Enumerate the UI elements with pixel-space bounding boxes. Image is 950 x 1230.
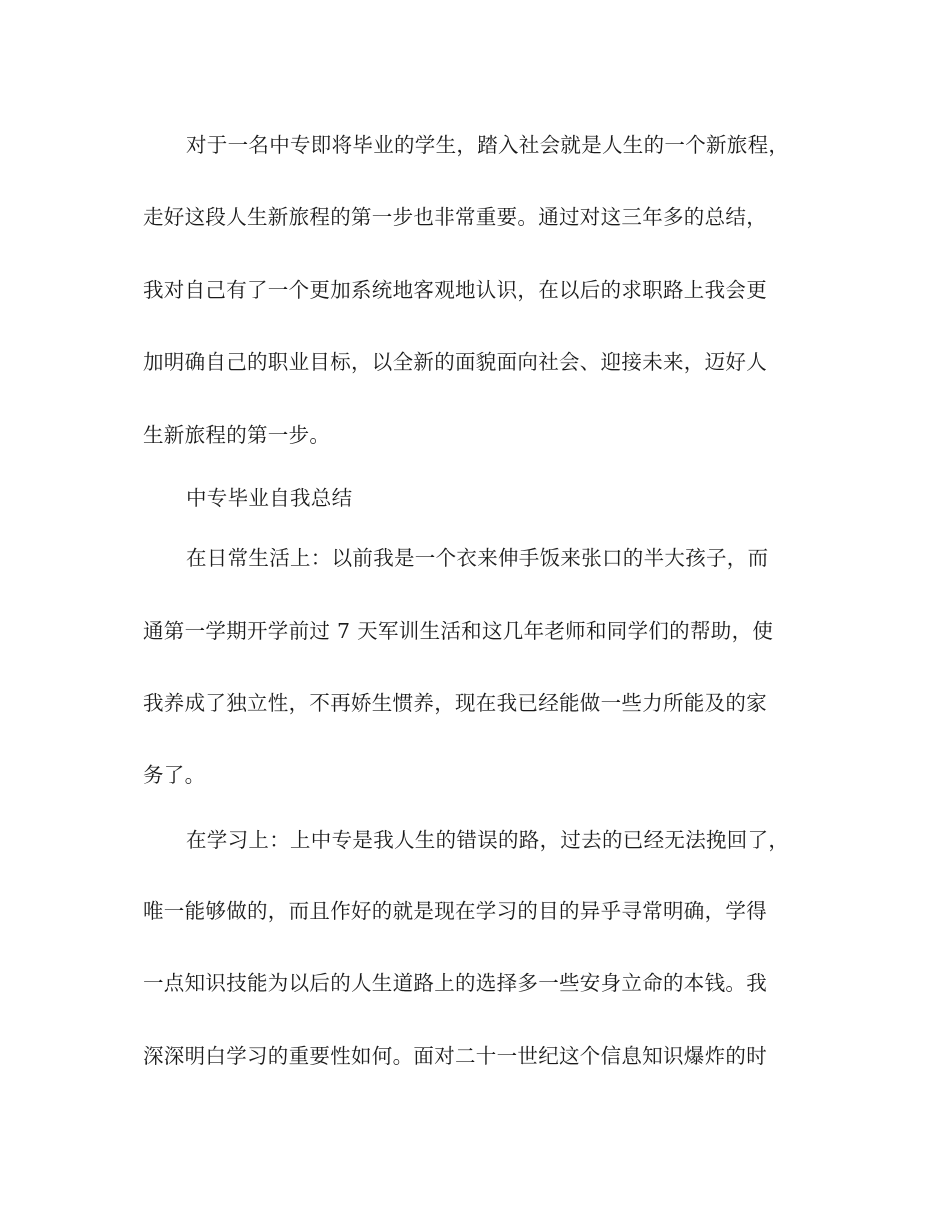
paragraph-line: 在学习上：上中专是我人生的错误的路，过去的已经无法挽回了，	[186, 828, 790, 852]
paragraph-line: 加明确自己的职业目标，以全新的面貌面向社会、迎接未来，迈好人	[143, 350, 767, 374]
section-heading: 中专毕业自我总结	[186, 486, 353, 510]
paragraph-line: 唯一能够做的，而且作好的就是现在学习的目的异乎寻常明确，学得	[143, 899, 767, 923]
paragraph-line: 在日常生活上：以前我是一个衣来伸手饭来张口的半大孩子，而	[186, 546, 769, 570]
paragraph-line: 我养成了独立性，不再娇生惯养，现在我已经能做一些力所能及的家	[143, 691, 767, 715]
paragraph-line: 深深明白学习的重要性如何。面对二十一世纪这个信息知识爆炸的时	[143, 1044, 767, 1068]
paragraph-line: 通第一学期开学前过 7 天军训生活和这几年老师和同学们的帮助，使	[143, 619, 774, 643]
paragraph-line: 一点知识技能为以后的人生道路上的选择多一些安身立命的本钱。我	[143, 971, 767, 995]
paragraph-line: 生新旅程的第一步。	[143, 423, 331, 447]
paragraph-line: 务了。	[143, 763, 206, 787]
paragraph-line: 我对自己有了一个更加系统地客观地认识，在以后的求职路上我会更	[143, 278, 767, 302]
paragraph-line: 走好这段人生新旅程的第一步也非常重要。通过对这三年多的总结，	[143, 205, 767, 229]
paragraph-line: 对于一名中专即将毕业的学生，踏入社会就是人生的一个新旅程，	[186, 133, 790, 157]
